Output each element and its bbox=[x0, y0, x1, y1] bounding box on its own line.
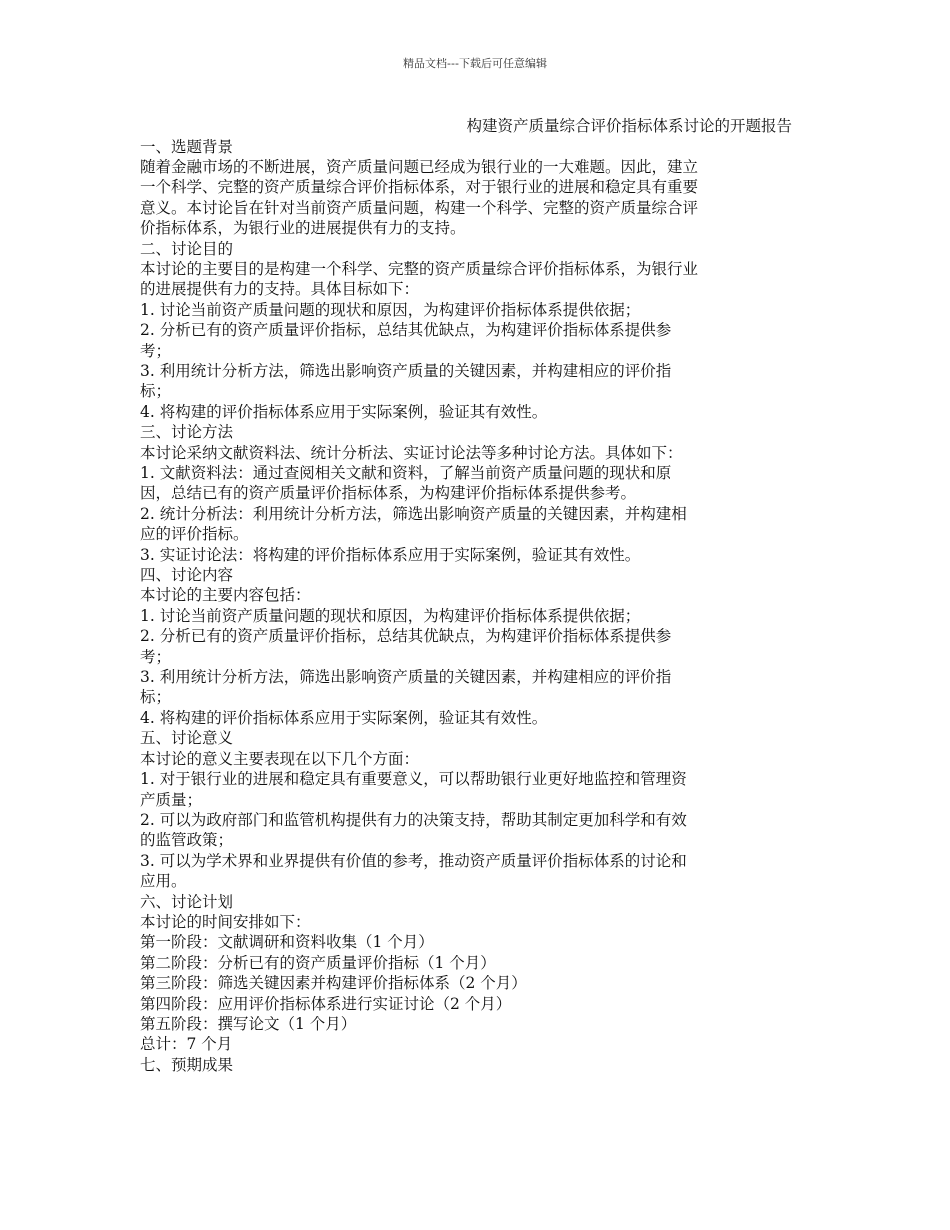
text-line: 本讨论的主要内容包括： bbox=[140, 586, 311, 605]
text-line: 4. 将构建的评价指标体系应用于实际案例，验证其有效性。 bbox=[140, 708, 548, 727]
text-line: 3. 利用统计分析方法，筛选出影响资产质量的关键因素，并构建相应的评价指 bbox=[140, 361, 672, 380]
text-line: 一个科学、完整的资产质量综合评价指标体系，对于银行业的进展和稳定具有重要 bbox=[140, 178, 699, 197]
text-line: 七、预期成果 bbox=[140, 1055, 234, 1074]
text-line: 一、选题背景 bbox=[140, 137, 234, 156]
text-line: 3. 利用统计分析方法，筛选出影响资产质量的关键因素，并构建相应的评价指 bbox=[140, 668, 672, 687]
text-line: 3. 可以为学术界和业界提供有价值的参考，推动资产质量评价指标体系的讨论和 bbox=[140, 851, 687, 870]
text-line: 考； bbox=[140, 341, 172, 360]
text-line: 本讨论的时间安排如下： bbox=[140, 912, 311, 931]
text-line: 应的评价指标。 bbox=[140, 525, 249, 544]
text-line: 4. 将构建的评价指标体系应用于实际案例，验证其有效性。 bbox=[140, 402, 548, 421]
text-line: 标； bbox=[140, 382, 172, 401]
text-line: 1. 对于银行业的进展和稳定具有重要意义，可以帮助银行业更好地监控和管理资 bbox=[140, 770, 687, 789]
text-line: 三、讨论方法 bbox=[140, 423, 234, 442]
text-line: 的进展提供有力的支持。具体目标如下： bbox=[140, 280, 420, 299]
text-line: 本讨论的意义主要表现在以下几个方面： bbox=[140, 749, 420, 768]
text-line: 1. 讨论当前资产质量问题的现状和原因，为构建评价指标体系提供依据； bbox=[140, 300, 641, 319]
text-line: 因，总结已有的资产质量评价指标体系，为构建评价指标体系提供参考。 bbox=[140, 484, 637, 503]
document-title: 构建资产质量综合评价指标体系讨论的开题报告 bbox=[466, 117, 792, 135]
text-line: 意义。本讨论旨在针对当前资产质量问题，构建一个科学、完整的资产质量综合评 bbox=[140, 198, 699, 217]
text-line: 四、讨论内容 bbox=[140, 566, 234, 585]
document-body bbox=[140, 116, 812, 1075]
text-line: 考； bbox=[140, 647, 172, 666]
text-line: 2. 可以为政府部门和监管机构提供有力的决策支持，帮助其制定更加科学和有效 bbox=[140, 810, 687, 829]
text-line: 本讨论采纳文献资料法、统计分析法、实证讨论法等多种讨论方法。具体如下： bbox=[140, 443, 683, 462]
text-line: 1. 文献资料法：通过查阅相关文献和资料，了解当前资产质量问题的现状和原 bbox=[140, 464, 672, 482]
text-line: 标； bbox=[140, 688, 172, 707]
document-text bbox=[140, 137, 812, 1076]
page-header: 精品文档---下载后可任意编辑 bbox=[403, 57, 547, 70]
text-line: 第一阶段：文献调研和资料收集（1 个月） bbox=[140, 933, 434, 952]
text-line: 五、讨论意义 bbox=[140, 729, 234, 748]
text-line: 总计：7 个月 bbox=[140, 1035, 233, 1054]
text-line: 第五阶段：撰写论文（1 个月） bbox=[140, 1014, 357, 1033]
text-line: 第四阶段：应用评价指标体系进行实证讨论（2 个月） bbox=[140, 994, 512, 1013]
text-line: 第二阶段：分析已有的资产质量评价指标（1 个月） bbox=[140, 953, 496, 972]
text-line: 六、讨论计划 bbox=[140, 892, 234, 911]
text-line: 2. 统计分析法：利用统计分析方法，筛选出影响资产质量的关键因素，并构建相 bbox=[140, 504, 687, 523]
text-line: 的监管政策； bbox=[140, 831, 234, 850]
text-line: 产质量； bbox=[140, 790, 203, 809]
text-line: 第三阶段：筛选关键因素并构建评价指标体系（2 个月） bbox=[140, 974, 527, 993]
text-line: 3. 实证讨论法：将构建的评价指标体系应用于实际案例，验证其有效性。 bbox=[140, 545, 641, 564]
text-line: 价指标体系，为银行业的进展提供有力的支持。 bbox=[140, 219, 466, 238]
text-line: 本讨论的主要目的是构建一个科学、完整的资产质量综合评价指标体系，为银行业 bbox=[140, 259, 699, 278]
text-line: 2. 分析已有的资产质量评价指标，总结其优缺点，为构建评价指标体系提供参 bbox=[140, 321, 672, 340]
text-line: 随着金融市场的不断进展，资产质量问题已经成为银行业的一大难题。因此，建立 bbox=[140, 157, 699, 176]
text-line: 2. 分析已有的资产质量评价指标，总结其优缺点，为构建评价指标体系提供参 bbox=[140, 627, 672, 646]
text-line: 应用。 bbox=[140, 872, 187, 891]
text-line: 1. 讨论当前资产质量问题的现状和原因，为构建评价指标体系提供依据； bbox=[140, 606, 641, 625]
text-line: 二、讨论目的 bbox=[140, 239, 234, 258]
